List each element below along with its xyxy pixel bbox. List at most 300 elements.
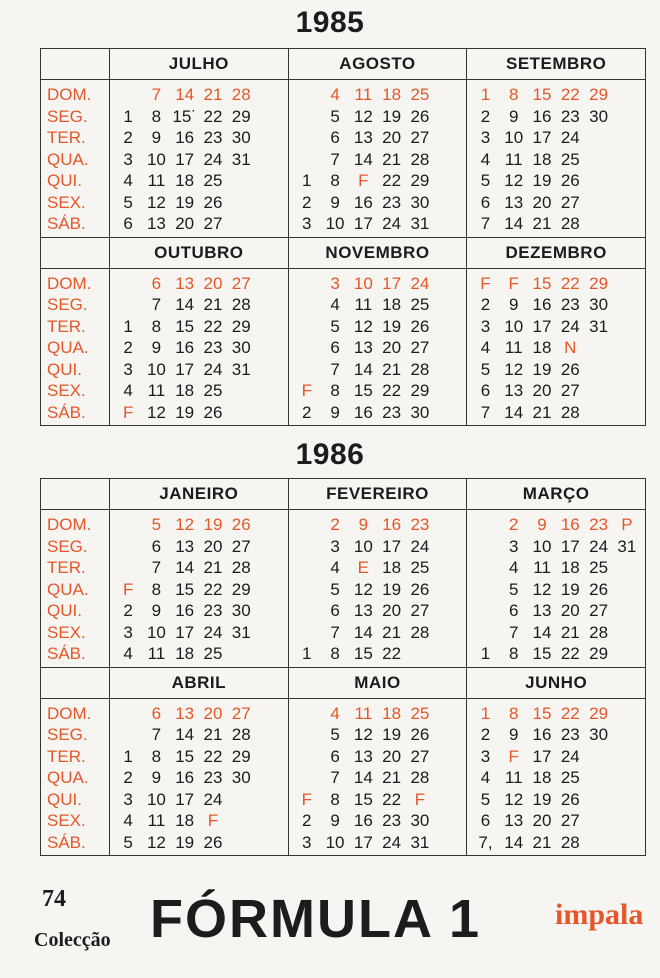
day-number: 13 (353, 128, 373, 147)
day-number: 26 (560, 171, 580, 190)
day-number: 25 (560, 768, 580, 787)
day-number: 26 (410, 725, 430, 744)
day-number (255, 273, 283, 295)
day-number: 2 (480, 106, 491, 126)
day-number (584, 170, 612, 192)
weekday-label: SÁB. (47, 832, 86, 852)
day-number: 12 (353, 725, 373, 744)
day-number (613, 106, 641, 128)
day-number: 24 (203, 622, 223, 642)
day-number: 22 (382, 171, 402, 190)
day-number (227, 402, 255, 424)
weekday-label: TER. (47, 746, 86, 766)
day-number: 18 (532, 338, 552, 357)
day-number: 14 (353, 359, 373, 379)
day-number (255, 170, 283, 192)
month-title: NOVEMBRO (289, 238, 467, 269)
day-number (471, 579, 499, 601)
day-number: 23 (382, 811, 402, 830)
day-number: 2 (123, 128, 133, 147)
day-number: 27 (410, 601, 430, 620)
day-number (434, 832, 462, 854)
day-number: 2 (123, 601, 133, 620)
day-number (471, 536, 499, 558)
day-number (227, 643, 255, 665)
day-number: 16 (353, 402, 373, 422)
day-number (434, 380, 462, 402)
day-number: 16 (175, 601, 195, 620)
day-number: 15 (175, 316, 195, 336)
day-number (434, 514, 462, 536)
day-number (114, 514, 142, 536)
day-number: 19 (532, 359, 552, 379)
day-number: 5 (330, 579, 340, 599)
day-number: 24 (203, 359, 223, 379)
day-number (255, 192, 283, 214)
day-number: 5 (330, 725, 340, 744)
month-title: MARÇO (467, 479, 645, 510)
day-number: F (122, 579, 134, 599)
weekday-label: SÁB. (47, 214, 86, 233)
day-number: 17 (560, 536, 580, 556)
day-number: 31 (589, 316, 609, 336)
day-number: 20 (532, 381, 552, 400)
month-title: JANEIRO (110, 479, 288, 510)
day-number: 11 (147, 171, 166, 190)
day-number: 30 (231, 601, 251, 620)
month-title: OUTUBRO (110, 238, 288, 269)
day-number: 1 (302, 644, 312, 663)
day-number: 30 (231, 338, 251, 357)
day-number: 21 (382, 622, 402, 642)
weekday-label: SEX. (47, 622, 86, 642)
day-number (434, 746, 462, 768)
day-number (255, 789, 283, 811)
day-number: F (122, 402, 134, 422)
day-number (255, 536, 283, 558)
day-number: 18 (382, 558, 402, 577)
day-number (613, 724, 641, 746)
day-number: 5 (330, 316, 340, 336)
day-number: 24 (560, 128, 580, 147)
day-number: 12 (353, 579, 373, 599)
day-number: 2 (302, 402, 312, 422)
day-number: 29 (231, 579, 251, 599)
day-number: 2 (509, 515, 519, 534)
day-number: 19 (382, 579, 402, 599)
day-number: 31 (410, 832, 430, 852)
day-number (613, 170, 641, 192)
day-number (584, 213, 612, 235)
month-title: JUNHO (467, 668, 645, 699)
day-number (434, 127, 462, 149)
day-number (227, 810, 255, 832)
day-number: 24 (560, 316, 580, 336)
day-number: 9 (537, 515, 547, 534)
day-number (471, 557, 499, 579)
day-number (293, 149, 321, 171)
day-number: 6 (151, 703, 162, 723)
day-number: 24 (382, 214, 402, 233)
day-number (584, 149, 612, 171)
day-number: 27 (410, 128, 430, 147)
day-number: 6 (123, 214, 133, 233)
day-number: 13 (353, 746, 373, 766)
day-number (227, 213, 255, 235)
day-number: 10 (532, 536, 552, 556)
day-number: 21 (532, 832, 552, 852)
day-number: 7 (480, 402, 491, 422)
day-number: 11 (354, 703, 373, 723)
day-number (255, 337, 283, 359)
day-number: 22 (560, 703, 580, 723)
day-number: 19 (382, 106, 402, 126)
weekday-label: TER. (47, 316, 86, 336)
day-number (613, 380, 641, 402)
day-number: 13 (504, 381, 524, 400)
day-number (613, 316, 641, 338)
day-number (613, 579, 641, 601)
day-number (114, 273, 142, 295)
day-number (471, 514, 499, 536)
day-number: 25 (560, 149, 580, 169)
day-number: F (508, 273, 519, 293)
day-number: 12 (146, 402, 166, 422)
day-number: 17 (532, 128, 552, 147)
month-block (109, 479, 288, 668)
day-number: 10 (504, 128, 524, 147)
day-number: 7 (151, 295, 162, 314)
day-number: 4 (123, 811, 133, 830)
day-number: 6 (330, 338, 340, 357)
day-number: 16 (532, 295, 552, 314)
weekday-label: QUA. (47, 149, 89, 169)
day-number: 4 (330, 703, 340, 723)
day-number: 25 (203, 381, 223, 400)
day-number: 13 (353, 338, 373, 357)
day-number: 25 (410, 85, 430, 104)
year-heading: 1986 (295, 438, 365, 471)
day-number (293, 724, 321, 746)
day-number: 20 (560, 601, 580, 620)
day-number (255, 106, 283, 128)
day-number (613, 832, 641, 854)
day-number (114, 724, 142, 746)
day-number (613, 273, 641, 295)
day-number (293, 600, 321, 622)
day-number: 25 (203, 171, 223, 190)
day-number: 22 (560, 85, 580, 104)
day-number: 8 (151, 579, 162, 599)
day-number: 11 (504, 338, 523, 357)
day-number: 2 (302, 192, 312, 212)
day-number: 22 (203, 316, 223, 336)
day-number: 5 (480, 359, 491, 379)
day-number: 31 (231, 359, 251, 379)
day-number: 7 (330, 768, 340, 787)
day-number: 27 (231, 273, 251, 293)
day-number: 21 (532, 214, 552, 233)
day-number (434, 643, 462, 665)
day-number: 5 (330, 106, 340, 126)
day-number: 19 (203, 515, 223, 534)
day-number: 13 (353, 601, 373, 620)
day-number: 22 (382, 789, 402, 809)
day-number: 3 (123, 622, 133, 642)
day-number: 7 (151, 85, 162, 104)
day-number: 14 (175, 295, 195, 314)
day-number: 14 (504, 214, 524, 233)
day-number (293, 767, 321, 789)
day-number (613, 622, 641, 644)
day-number: 16 (353, 192, 373, 212)
day-number: 30 (231, 128, 251, 147)
day-number (434, 84, 462, 106)
day-number: 22 (203, 579, 223, 599)
day-number (584, 380, 612, 402)
day-number: 27 (231, 536, 251, 556)
weekday-label: SEG. (47, 295, 88, 314)
day-number: 28 (589, 622, 609, 642)
day-number: 26 (560, 359, 580, 379)
day-number (293, 536, 321, 558)
day-number: 5 (509, 579, 519, 599)
day-number: 25 (410, 295, 430, 314)
day-number: 17 (175, 359, 195, 379)
day-number: 22 (203, 746, 223, 766)
day-number: 27 (560, 192, 580, 212)
day-number: 15 (175, 579, 195, 599)
day-number: 28 (231, 85, 251, 104)
day-number (255, 600, 283, 622)
day-number (293, 746, 321, 768)
day-number (613, 703, 641, 725)
weekday-label: SEG. (47, 725, 88, 744)
day-number: P (621, 515, 633, 534)
weekday-label: DOM. (47, 515, 92, 534)
day-number: 1 (480, 85, 491, 104)
day-number: 27 (410, 338, 430, 357)
day-number (434, 273, 462, 295)
day-number: 9 (358, 515, 369, 534)
day-number: 29 (231, 316, 251, 336)
day-number: 15 (532, 85, 552, 104)
day-number: 27 (203, 214, 223, 233)
day-number (613, 767, 641, 789)
day-number: 7, (478, 832, 493, 852)
day-number (434, 337, 462, 359)
day-number (584, 359, 612, 381)
day-number: 4 (123, 381, 133, 400)
day-number: 29 (589, 703, 609, 723)
day-number: 30 (231, 768, 251, 787)
day-number: 21 (382, 149, 402, 169)
day-number: 16 (175, 338, 195, 357)
day-number (293, 703, 321, 725)
month-block (109, 668, 288, 856)
day-number: 23 (410, 515, 430, 534)
day-number (255, 622, 283, 644)
day-number: 20 (382, 338, 402, 357)
day-number (255, 643, 283, 665)
day-number: 29 (589, 85, 609, 104)
day-number: 28 (560, 402, 580, 422)
day-number: 10 (146, 622, 166, 642)
day-number (293, 557, 321, 579)
day-number (613, 402, 641, 424)
day-number (434, 536, 462, 558)
day-number: 13 (504, 811, 524, 830)
day-number: 4 (330, 295, 340, 314)
day-number: 24 (203, 789, 223, 809)
weekday-label: DOM. (47, 703, 92, 723)
day-number (255, 810, 283, 832)
day-number: 15˙ (172, 106, 197, 126)
day-number: 18 (532, 149, 552, 169)
day-number (434, 579, 462, 601)
day-number: 9 (330, 192, 340, 212)
day-number (434, 149, 462, 171)
day-number (293, 359, 321, 381)
day-number: 19 (532, 171, 552, 190)
day-number: 6 (480, 811, 491, 830)
day-number: 12 (146, 192, 166, 212)
day-number: 28 (231, 558, 251, 577)
weekday-label: QUA. (47, 768, 89, 787)
day-number: 19 (175, 192, 195, 212)
day-number: 30 (410, 811, 430, 830)
day-number (434, 703, 462, 725)
day-number (613, 149, 641, 171)
impala-logo: impala (555, 898, 644, 931)
day-number: 28 (231, 725, 251, 744)
month-title: FEVEREIRO (289, 479, 467, 510)
day-number (434, 294, 462, 316)
day-number (613, 359, 641, 381)
day-number: 17 (353, 832, 373, 852)
day-number: 14 (504, 402, 524, 422)
day-number: 27 (410, 746, 430, 766)
day-number: 23 (203, 128, 223, 147)
day-number: 18 (382, 703, 402, 723)
day-number: 29 (410, 381, 430, 400)
day-number (114, 294, 142, 316)
day-number: 28 (410, 149, 430, 169)
day-number: 12 (504, 171, 524, 190)
day-number (434, 789, 462, 811)
day-number: 23 (382, 402, 402, 422)
day-number: 3 (330, 273, 340, 293)
day-number (434, 600, 462, 622)
day-number: 10 (504, 316, 524, 336)
weekday-label: SEX. (47, 381, 86, 400)
day-number (293, 84, 321, 106)
day-number (255, 402, 283, 424)
month-title: ABRIL (110, 668, 288, 699)
day-number (255, 84, 283, 106)
day-number: 16 (532, 725, 552, 744)
month-block (288, 479, 467, 668)
day-number: 18 (382, 85, 402, 104)
day-number (227, 832, 255, 854)
day-number (434, 622, 462, 644)
weekday-label: QUA. (47, 338, 89, 357)
day-number (293, 106, 321, 128)
day-number: 1 (302, 171, 312, 190)
day-number (584, 192, 612, 214)
day-number (434, 402, 462, 424)
day-number: 10 (353, 536, 373, 556)
day-number: 11 (147, 381, 166, 400)
day-number (293, 273, 321, 295)
day-number: 14 (175, 558, 195, 577)
day-number: 12 (532, 579, 552, 599)
day-number: 15 (532, 703, 552, 723)
day-number: F (301, 381, 312, 400)
day-number: 13 (532, 601, 552, 620)
month-block (288, 238, 467, 426)
day-number: 16 (175, 128, 195, 147)
day-number: 31 (617, 536, 637, 556)
day-number: 8 (509, 644, 519, 663)
day-number: 10 (325, 832, 345, 852)
weekday-label: QUI. (47, 359, 82, 379)
day-number: 19 (560, 579, 580, 599)
day-number: 1 (123, 746, 133, 766)
day-number (613, 557, 641, 579)
day-number: 14 (175, 725, 195, 744)
day-number (434, 359, 462, 381)
day-number: 6 (480, 381, 491, 400)
day-number: 25 (203, 644, 223, 663)
day-number: 4 (480, 338, 491, 357)
day-number: 26 (203, 832, 223, 852)
day-number: 23 (203, 768, 223, 787)
day-number: N (564, 338, 577, 357)
day-number: 9 (330, 402, 340, 422)
day-number: 1 (123, 106, 133, 126)
weekday-label: SÁB. (47, 402, 86, 422)
day-number: 14 (504, 832, 524, 852)
day-number: 23 (560, 725, 580, 744)
day-number (406, 643, 434, 665)
day-number: 19 (175, 402, 195, 422)
day-number: 21 (203, 725, 223, 744)
day-number: 12 (146, 832, 166, 852)
day-number: 8 (509, 703, 519, 723)
day-number: 10 (146, 359, 166, 379)
day-number: 25 (589, 558, 609, 577)
day-number (114, 536, 142, 558)
day-number: 5 (123, 192, 133, 212)
day-number: 24 (560, 746, 580, 766)
day-number: 2 (330, 515, 340, 534)
day-number: 18 (560, 558, 580, 577)
day-number (255, 703, 283, 725)
day-number: 30 (410, 402, 430, 422)
day-number: 30 (589, 725, 609, 744)
day-number (584, 789, 612, 811)
day-number (471, 622, 499, 644)
day-number: 23 (203, 338, 223, 357)
day-number: 9 (151, 338, 162, 357)
day-number (434, 557, 462, 579)
day-number (584, 746, 612, 768)
day-number: 12 (175, 515, 195, 534)
day-number: 28 (560, 832, 580, 852)
day-number (434, 213, 462, 235)
day-number (227, 170, 255, 192)
